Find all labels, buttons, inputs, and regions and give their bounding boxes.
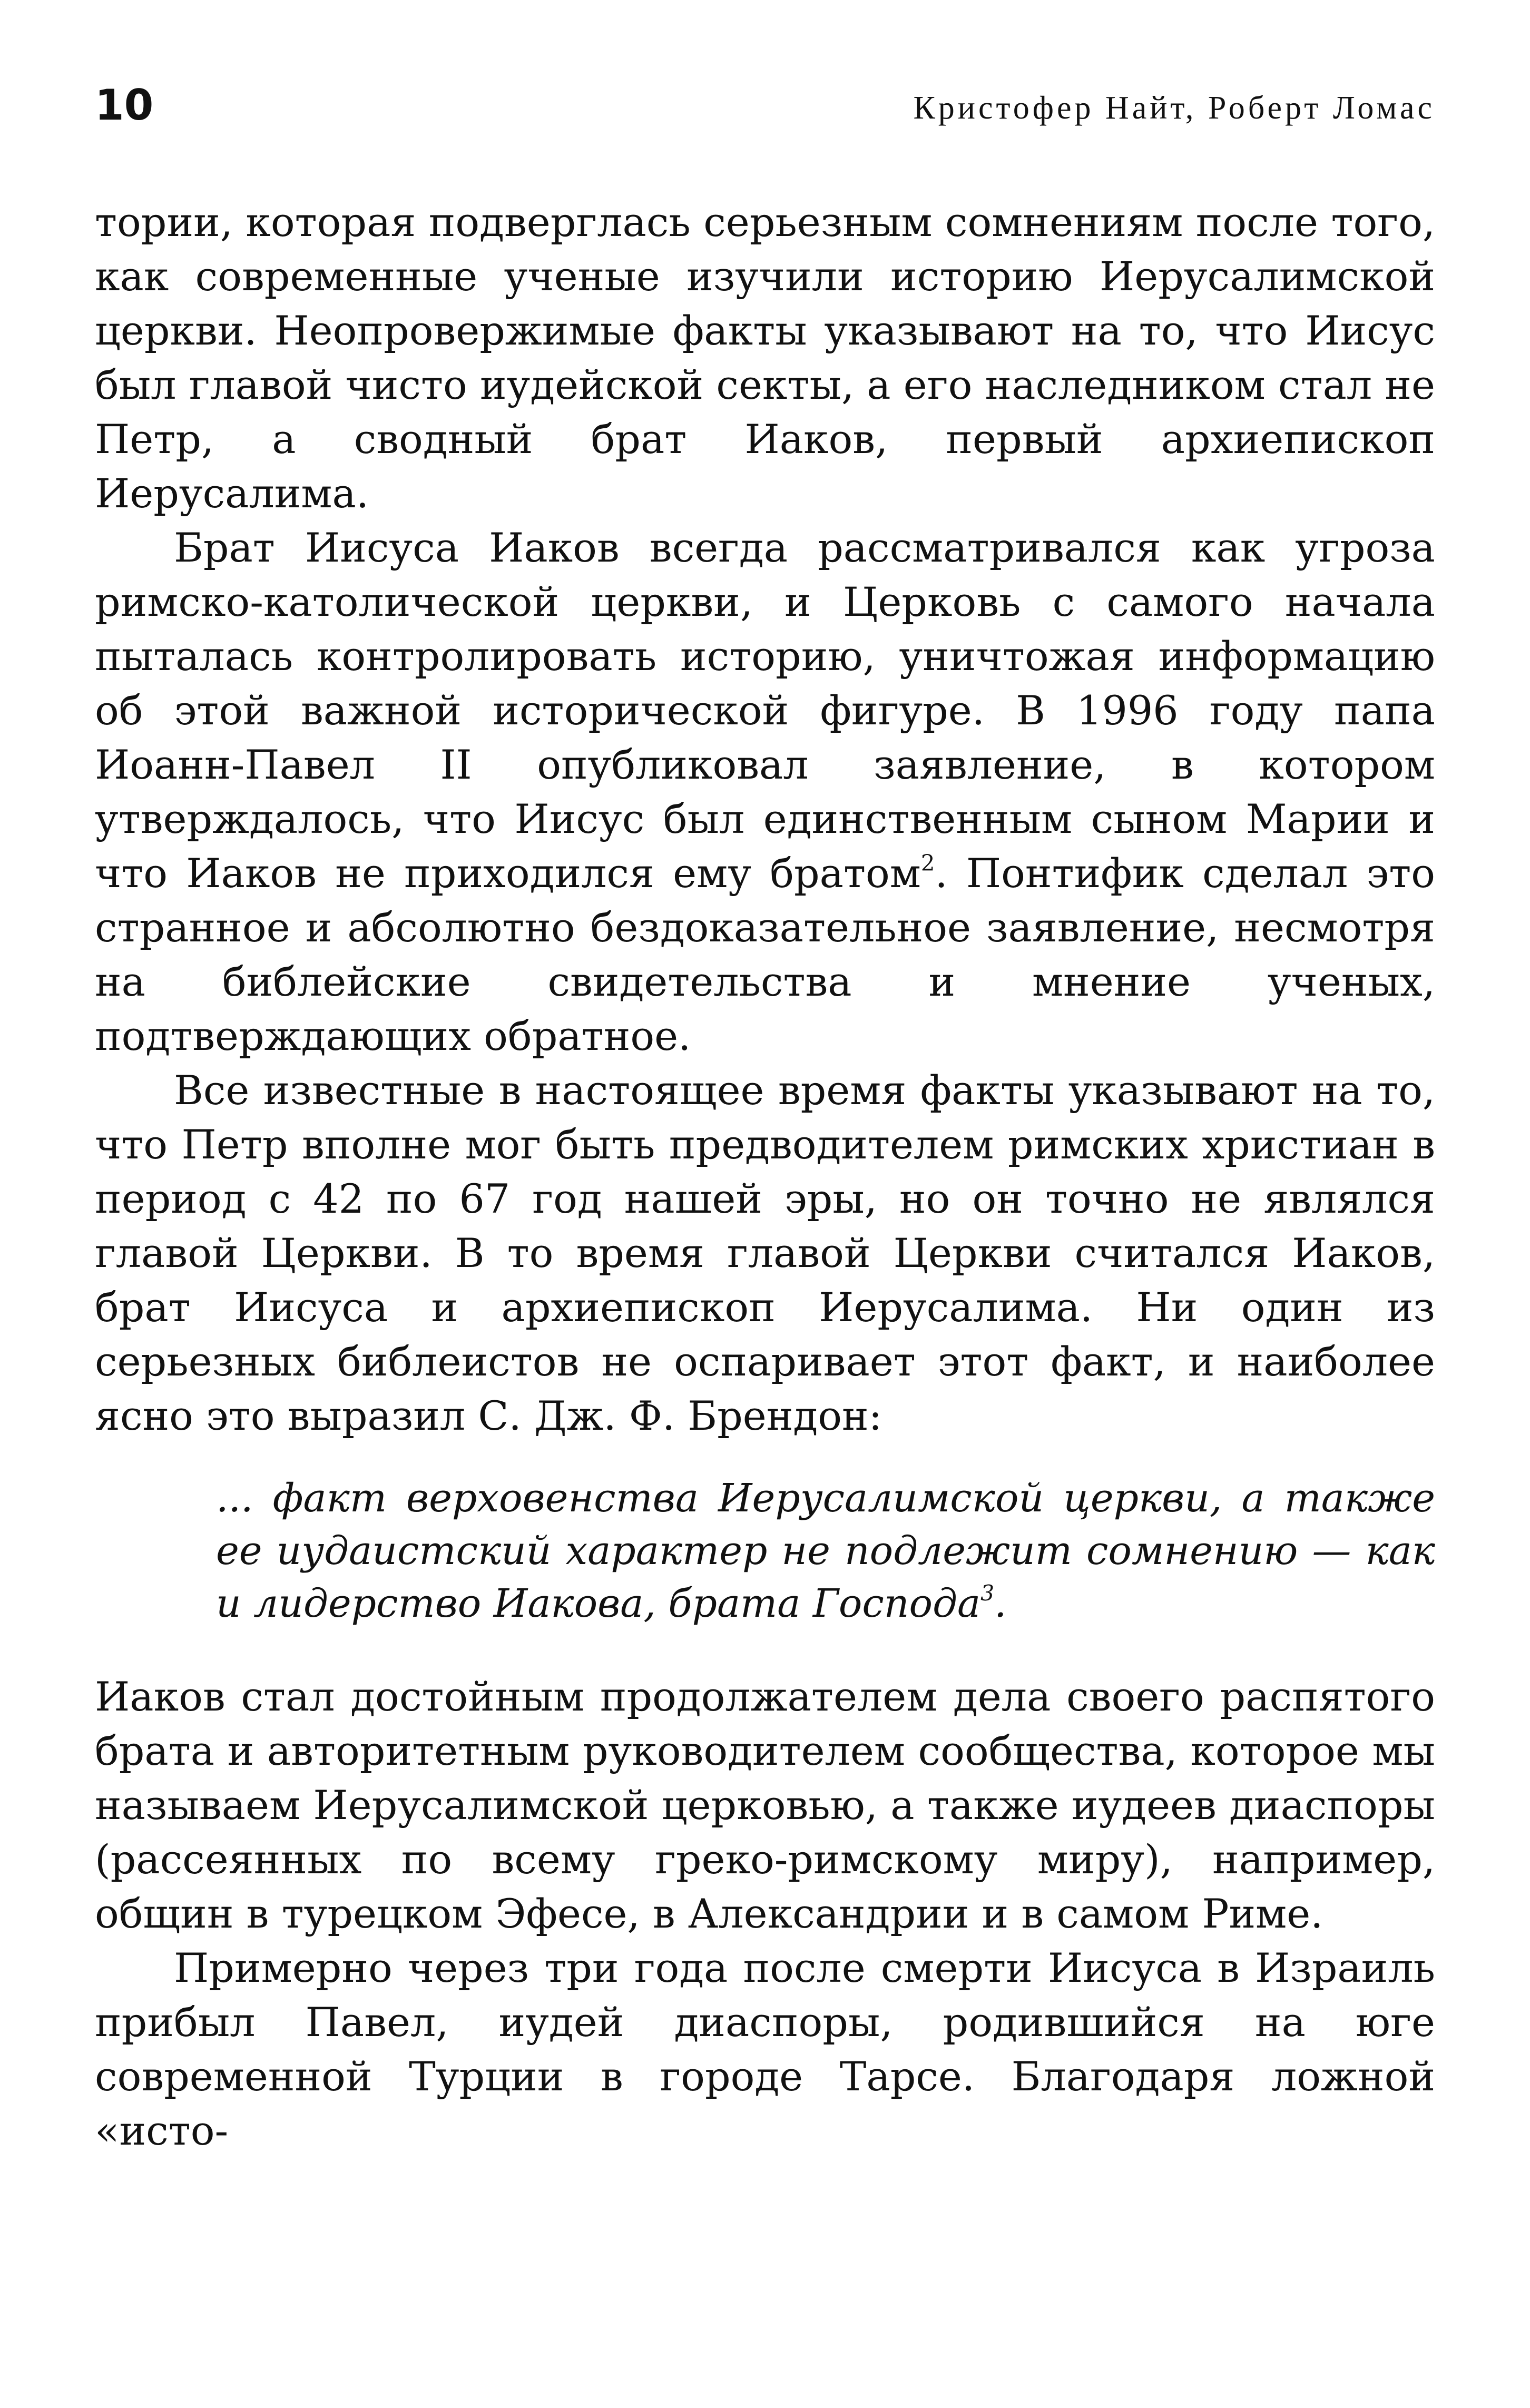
book-page [95, 79, 1435, 2344]
paragraph-5 [95, 1941, 1435, 2158]
paragraph-2 [95, 520, 1435, 1063]
paragraph-1 [95, 195, 1435, 520]
paragraph-3-text: Все известные в настоящее время факты указывают на то, что Петр вполне мог быть предводителем римских христиан в период с 42 по 67 год нашей эры, но он точно не являлся главой Церкви. В то время главой Церкви считался Иаков, брат Иисуса и архиепископ Иерусалима. Ни один из серьезных библеистов не оспаривает этот факт, и наиболее ясно это выразил С. Дж. Ф. Брендон: [95, 1067, 1435, 1439]
quote-text-after: . [994, 1581, 1007, 1626]
footnote-marker-3[interactable]: 3 [980, 1580, 994, 1606]
paragraph-1-text: тории, которая подверглась серьезным сомнениям после того, как современные ученые изучили историю Иерусалимской церкви. Неопровержимые факты указывают на то, что Иисус был главой чисто иудейской секты, а его наследником стал не Петр, а сводный брат Иаков, первый архиепископ Иерусалима. [95, 199, 1435, 517]
paragraph-5-text: Примерно через три года после смерти Иисуса в Израиль прибыл Павел, иудей диаспоры, родившийся на юге современной Турции в городе Тарсе. Благодаря ложной «исто- [95, 1944, 1435, 2154]
paragraph-4 [95, 1669, 1435, 1941]
page-body [95, 195, 1435, 2158]
quote-text: ... факт верховенства Иерусалимской церкви, а также ее иудаистский характер не подлежит сомнению — как и лидерство Иакова, брата Господа [216, 1476, 1435, 1626]
footnote-marker-2[interactable]: 2 [920, 850, 935, 876]
running-title: Кристофер Найт, Роберт Ломас [913, 90, 1435, 126]
paragraph-4-text: Иаков стал достойным продолжателем дела своего распятого брата и авторитетным руководителем сообщества, которое мы называем Иерусалимской церковью, а также иудеев диаспоры (рассеянных по всему греко-римскому миру), например, общин в турецком Эфесе, в Александрии и в самом Риме. [95, 1673, 1435, 1937]
running-head [95, 79, 1435, 137]
paragraph-2-text: Брат Иисуса Иаков всегда рассматривался как угроза римско-католической церкви, и Церковь с самого начала пыталась контролировать историю, уничтожая информацию об этой важной исторической фигуре. В 1996 году папа Иоанн-Павел II опубликовал заявление, в котором утверждалось, что Иисус был единственным сыном Марии и что Иаков не приходился ему братом [95, 524, 1435, 897]
paragraph-3 [95, 1063, 1435, 1443]
paragraph-2-text-after: . Понтифик сделал это странное и абсолютно бездоказательное заявление, несмотря на библейские свидетельства и мнение ученых, подтверждающих обратное. [95, 850, 1436, 1059]
page-number: 10 [95, 81, 154, 130]
block-quote [216, 1472, 1435, 1630]
